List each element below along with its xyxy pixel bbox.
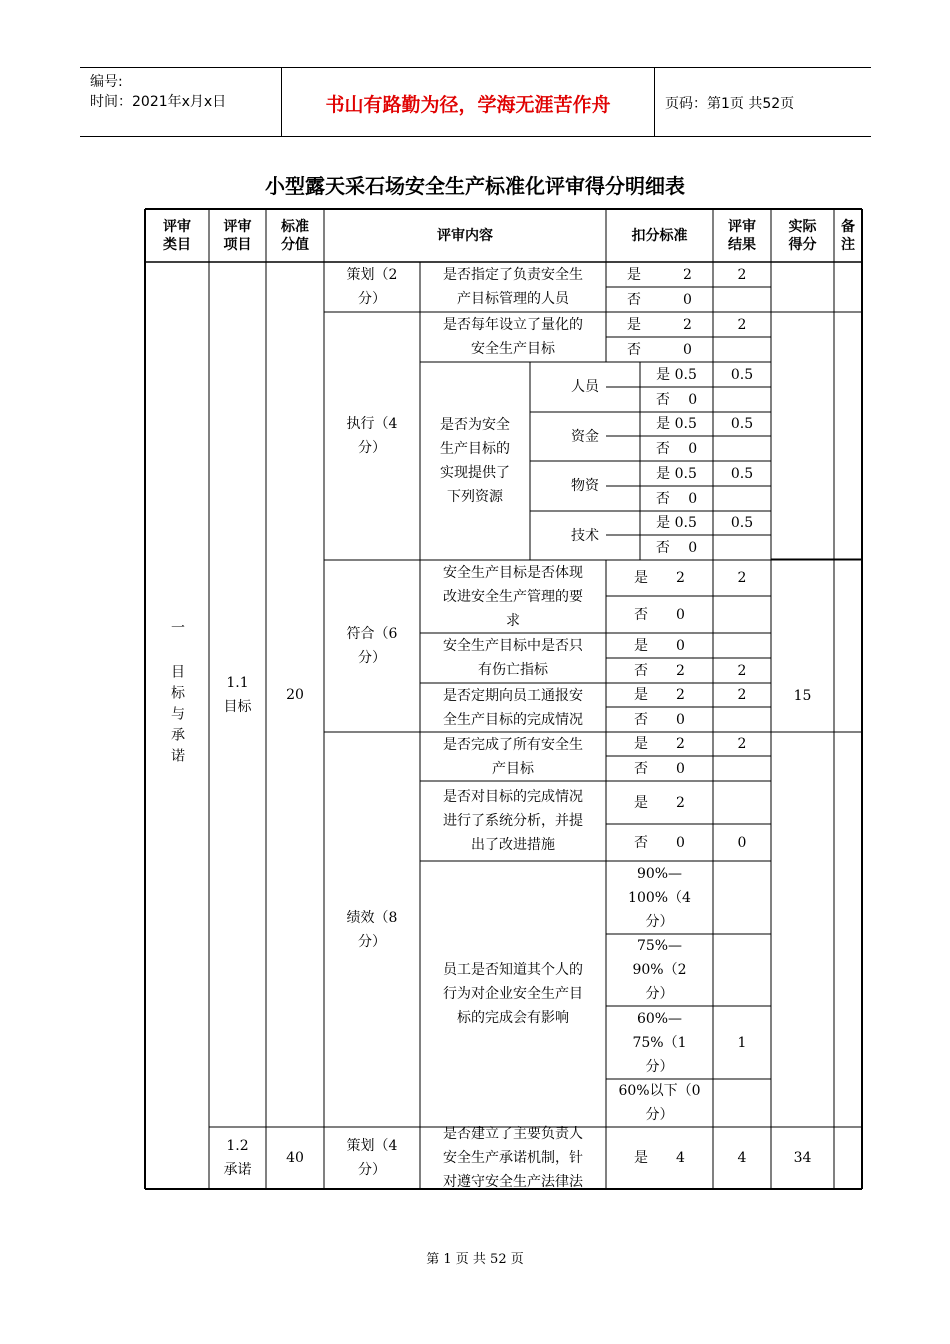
header-deduction: 扣分标准	[631, 227, 688, 244]
number-label: 编号:	[90, 74, 123, 90]
resource-personnel: 人员	[571, 379, 599, 395]
deduction-no: 否 0	[655, 391, 698, 408]
deduction-no: 否 0	[634, 711, 685, 728]
header-remarks: 备 注	[841, 218, 855, 253]
result-value: 0.5	[730, 465, 754, 482]
result-value: 2	[737, 266, 747, 283]
deduction-yes: 是 0.5	[656, 366, 697, 383]
result-value: 1	[737, 1034, 747, 1051]
content-row: 是否对目标的完成情况 进行了系统分析，并提 出了改进措施	[443, 789, 583, 853]
item-1-1-actual-score: 15	[793, 687, 812, 704]
content-row: 员工是否知道其个人的 行为对企业安全生产目 标的完成会有影响	[443, 962, 583, 1026]
deduction-yes: 是 0	[634, 637, 685, 654]
stage-execute: 执行（4 分）	[346, 416, 398, 456]
stage-conform: 符合（6 分）	[346, 626, 398, 666]
stage-performance: 绩效（8 分）	[346, 909, 398, 950]
deduction-no: 否 0	[655, 490, 698, 507]
percent-band: 90%— 100%（4 分）	[628, 865, 691, 930]
deduction-no: 否 0	[655, 539, 698, 556]
percent-band: 75%— 90%（2 分）	[632, 938, 687, 1002]
content-row: 是否为安全 生产目标的 实现提供了 下列资源	[440, 417, 510, 505]
category-cell: 一 目标与承诺	[169, 620, 185, 769]
deduction-no: 否 0	[655, 440, 698, 457]
content-row: 是否指定了负责安全生 产目标管理的人员	[443, 267, 583, 307]
result-value: 4	[737, 1150, 747, 1166]
item-1-2-actual-score: 34	[793, 1150, 812, 1166]
result-value: 2	[737, 662, 747, 679]
result-value: 2	[737, 316, 747, 333]
header-item: 评审 项目	[223, 218, 252, 253]
header-category: 评审 类目	[163, 218, 191, 253]
result-value: 2	[737, 736, 747, 752]
deduction-no: 否 2	[634, 662, 685, 679]
item-1-2-standard-score: 40	[286, 1150, 304, 1166]
percent-band: 60%以下（0 分）	[618, 1083, 701, 1123]
resource-technology: 技术	[571, 527, 599, 544]
deduction-yes: 是 2	[627, 316, 692, 333]
content-row: 是否完成了所有安全生 产目标	[443, 736, 583, 777]
deduction-yes: 是 2	[634, 794, 685, 811]
resource-funds: 资金	[571, 428, 599, 445]
header-page-info: 页码：第1页 共52页	[665, 96, 795, 112]
deduction-yes: 是 4	[634, 1150, 685, 1166]
stage-plan-1-2: 策划（4 分）	[346, 1138, 398, 1178]
time-label: 时间：2021年x月x日	[90, 94, 227, 110]
item-1-1-standard-score: 20	[286, 686, 304, 703]
deduction-yes: 是 2	[634, 687, 685, 703]
percent-band: 60%— 75%（1 分）	[632, 1010, 687, 1075]
result-value: 2	[737, 570, 747, 586]
deduction-yes: 是 2	[634, 736, 685, 752]
page-footer: 第 1 页 共 52 页	[426, 1252, 524, 1267]
deduction-no: 否 0	[634, 760, 685, 777]
deduction-yes: 是 0.5	[656, 515, 697, 531]
content-row: 安全生产目标中是否只 有伤亡指标	[443, 638, 583, 678]
deduction-no: 否 0	[627, 291, 692, 308]
resource-materials: 物资	[571, 478, 599, 494]
deduction-yes: 是 2	[627, 266, 692, 283]
result-value: 0	[737, 834, 747, 851]
header-result: 评审 结果	[728, 218, 756, 253]
header-actual-score: 实际 得分	[788, 218, 817, 253]
deduction-yes: 是 0.5	[656, 416, 697, 432]
result-value: 0.5	[730, 366, 754, 383]
stage-plan: 策划（2 分）	[346, 267, 398, 307]
content-row: 是否每年设立了量化的 安全生产目标	[443, 317, 583, 357]
deduction-no: 否 0	[634, 606, 685, 623]
header-content: 评审内容	[437, 227, 493, 244]
item-1-1: 1.1 目标	[223, 674, 252, 715]
content-row: 安全生产目标是否体现 改进安全生产管理的要 求	[443, 564, 583, 629]
item-1-2: 1.2 承诺	[223, 1138, 252, 1178]
deduction-yes: 是 0.5	[656, 465, 697, 482]
header-standard-score: 标准 分值	[281, 218, 309, 253]
deduction-yes: 是 2	[634, 570, 685, 586]
document-title: 小型露天采石场安全生产标准化评审得分明细表	[265, 174, 685, 198]
deduction-no: 否 0	[627, 341, 692, 358]
header-motto: 书山有路勤为径，学海无涯苦作舟	[325, 93, 611, 116]
content-row: 是否定期向员工通报安 全生产目标的完成情况	[443, 687, 583, 728]
deduction-no: 否 0	[634, 834, 685, 851]
content-row: 是否建立了主要负责人 安全生产承诺机制，针 对遵守安全生产法律法	[443, 1126, 583, 1190]
result-value: 0.5	[730, 416, 754, 432]
result-value: 0.5	[730, 515, 754, 531]
result-value: 2	[737, 687, 747, 703]
